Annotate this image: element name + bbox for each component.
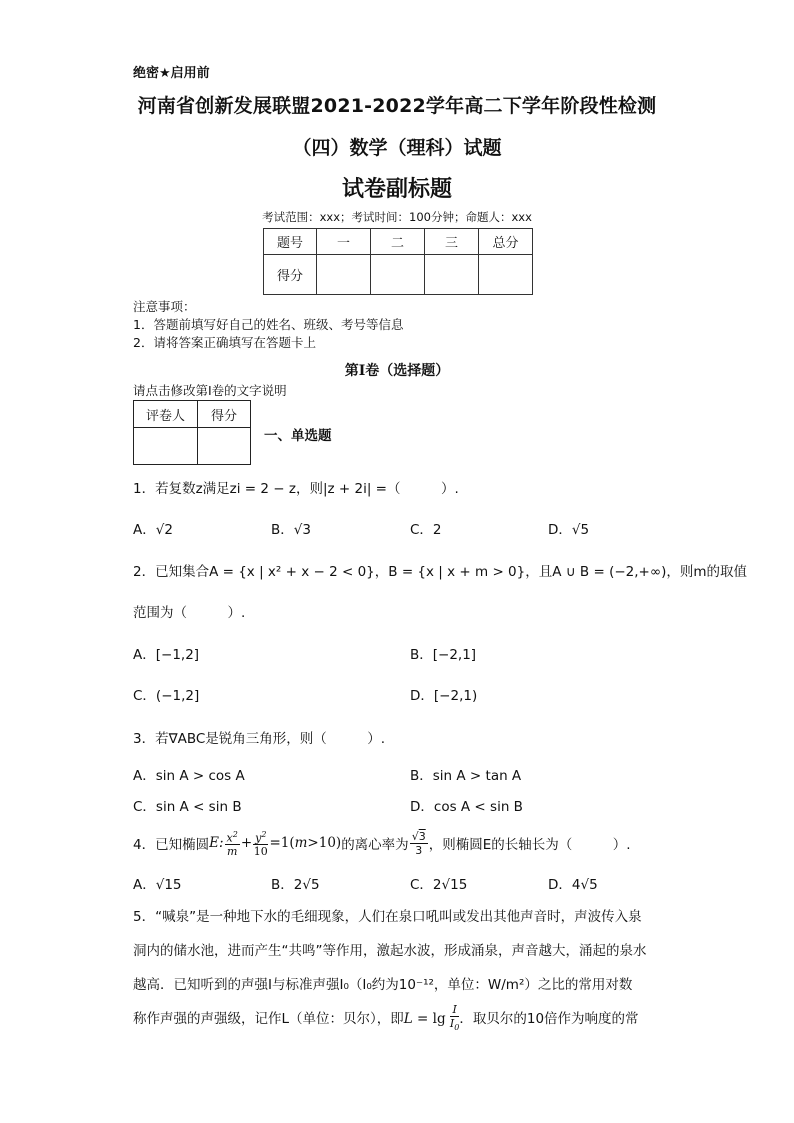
question-1-option-a[interactable]: A．√2 [133, 522, 173, 538]
exam-info: 考试范围：xxx；考试时间：100分钟；命题人：xxx [262, 210, 532, 224]
question-3-option-c[interactable]: C．sin A < sin B [133, 799, 242, 815]
score-table [263, 228, 533, 295]
score-header-cell: 二 [371, 229, 425, 255]
score-row-label: 得分 [264, 255, 317, 295]
score-header-cell: 三 [425, 229, 479, 255]
question-4-option-d[interactable]: D．4√5 [548, 877, 598, 893]
score-header-cell: 总分 [479, 229, 533, 255]
question-2-option-d[interactable]: D．[−2,1) [410, 688, 478, 704]
question-4-stem-mid: 的离心率为 [341, 837, 409, 853]
notes-heading: 注意事项： [133, 299, 196, 314]
question-2-stem-line1: 2．已知集合A = {x | x² + x − 2 < 0}，B = {x | x + m > 0}，且A ∪ B = (−2,+∞)，则m的取值 [133, 564, 748, 580]
question-1-option-d[interactable]: D．√5 [548, 522, 590, 538]
question-3-stem: 3．若∇ABC是锐角三角形，则（ ）. [133, 731, 386, 747]
section-title: 一、单选题 [264, 428, 332, 444]
question-2-stem-line2: 范围为（ ）. [133, 605, 246, 621]
question-5-line4-post: ．取贝尔的10倍作为响度的常 [459, 1011, 639, 1027]
question-4-option-a[interactable]: A．√15 [133, 877, 182, 893]
score-cell[interactable] [425, 255, 479, 295]
exam-subtitle: 试卷副标题 [341, 177, 452, 202]
question-5-line2: 洞内的储水池，进而产生“共鸣”等作用，激起水波，形成涌泉，声音越大，涌起的泉水 [133, 943, 647, 959]
score-cell[interactable] [479, 255, 533, 295]
fraction-y2-10: $\frac{y^2}{10}$ [253, 829, 268, 859]
question-4-option-c[interactable]: C．2√15 [410, 877, 468, 893]
part-note: 请点击修改第I卷的文字说明 [133, 383, 287, 398]
secret-label: 绝密★启用前 [133, 66, 210, 81]
question-4-option-b[interactable]: B．2√5 [271, 877, 320, 893]
part-title: 第I卷（选择题） [344, 363, 450, 379]
question-3-option-d[interactable]: D．cos A < sin B [410, 799, 523, 815]
grader-cell[interactable] [198, 428, 251, 465]
question-3-option-a[interactable]: A．sin A > cos A [133, 768, 245, 784]
question-5-text [133, 900, 661, 1036]
notes [133, 298, 403, 352]
question-2-option-a[interactable]: A．[−1,2] [133, 647, 200, 663]
score-cell[interactable] [371, 255, 425, 295]
grader-header-cell: 得分 [198, 401, 251, 428]
score-header-cell: 一 [317, 229, 371, 255]
fraction-x2-m: $x^2$ m [226, 829, 238, 859]
question-5-line4-pre: 称作声强的声强级，记作L（单位：贝尔），即 [133, 1011, 404, 1027]
notes-item: 2．请将答案正确填写在答题卡上 [133, 335, 316, 350]
decibel-formula: L = lg I $I_0$ [403, 1003, 460, 1033]
grader-table [133, 400, 251, 465]
question-5-line4 [133, 1002, 661, 1036]
question-5-line3: 越高．已知听到的声强I与标准声强I₀（I₀约为10⁻¹²，单位：W/m²）之比的常用对数 [133, 977, 633, 993]
ellipse-equation: E: $x^2$ m + $\frac{y^2}{10}$ =1( m >10) [209, 829, 342, 859]
grader-header-cell: 评卷人 [134, 401, 198, 428]
fraction-i-i0: I $I_0$ [449, 1003, 460, 1033]
question-5-line1: 5．“喊泉”是一种地下水的毛细现象，人们在泉口吼叫或发出其他声音时，声波传入泉 [133, 909, 642, 925]
question-4-stem-pre: 4．已知椭圆 [133, 837, 210, 853]
score-cell[interactable] [317, 255, 371, 295]
exam-title-line1: 河南省创新发展联盟2021-2022学年高二下学年阶段性检测 [137, 95, 657, 117]
question-1-stem: 1．若复数z满足zi = 2 − z，则|z + 2i| =（ ）. [133, 481, 459, 497]
fraction-sqrt3-3: √3 3 [411, 829, 426, 857]
question-1-option-c[interactable]: C．2 [410, 522, 442, 538]
question-4-stem [133, 823, 631, 863]
grader-cell[interactable] [134, 428, 198, 465]
question-2-option-b[interactable]: B．[−2,1] [410, 647, 477, 663]
question-2-option-c[interactable]: C．(−1,2] [133, 688, 200, 704]
notes-item: 1．答题前填写好自己的姓名、班级、考号等信息 [133, 317, 404, 332]
exam-title-line2: （四）数学（理科）试题 [292, 137, 502, 159]
score-header-cell: 题号 [264, 229, 317, 255]
question-3-option-b[interactable]: B．sin A > tan A [410, 768, 522, 784]
question-4-stem-post: ，则椭圆E的长轴长为（ ）. [428, 837, 631, 853]
question-1-option-b[interactable]: B．√3 [271, 522, 311, 538]
